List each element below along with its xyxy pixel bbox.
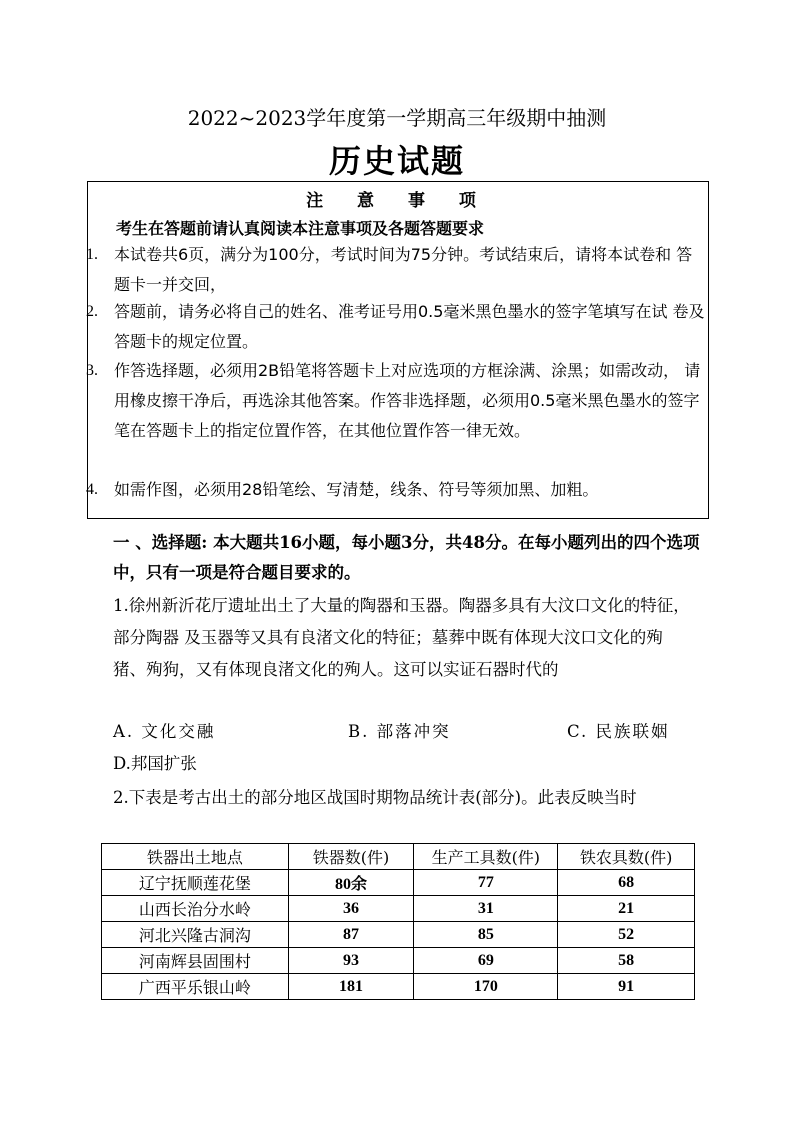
- section-heading: 一 、选择题: 本大题共16小题，每小题3分，共48分。在每小题列出的四个选项中，只有一项是符合题目要求的。: [113, 533, 700, 582]
- table-cell: 87: [288, 922, 414, 948]
- table-cell: 21: [558, 896, 695, 922]
- table-cell: 181: [288, 974, 414, 1000]
- table-header-row: [102, 844, 695, 870]
- notice-heading: 注 意 事 项: [306, 191, 490, 211]
- question-1-option-a: A. 文化交融: [113, 722, 216, 741]
- table-cell: 68: [558, 870, 695, 896]
- notice-item-number: 2.: [86, 303, 98, 320]
- notice-item-number: 4.: [86, 481, 98, 498]
- notice-item-text: 本试卷共6页，满分为100分，考试时间为75分钟。考试结束后，请将本试卷和 答题卡一并交回，: [114, 245, 693, 294]
- table-cell: 80余: [288, 870, 414, 896]
- table-cell: 77: [414, 870, 558, 896]
- table-cell: 91: [558, 974, 695, 1000]
- question-1-option-d: D.邦国扩张: [113, 754, 197, 773]
- notice-item-text: 如需作图，必须用28铅笔绘、写清楚，线条、符号等须加黑、加粗。: [114, 480, 599, 499]
- table-cell: 31: [414, 896, 558, 922]
- exam-title: 历史试题: [328, 142, 465, 180]
- notice-item-text: 作答选择题，必须用2B铅笔将答题卡上对应选项的方框涂满、涂黑；如需改动， 请用橡皮擦干净后，再选涂其他答案。作答非选择题，必须用0.5毫米黑色墨水的签字 笔在答题卡上的指定位置作答，在其他位置作答一律无效。: [114, 361, 701, 440]
- table-row: [102, 922, 695, 948]
- notice-subheading: 考生在答题前请认真阅读本注意事项及各题答题要求: [116, 219, 485, 238]
- table-header-cell: 铁器出土地点: [102, 844, 289, 870]
- table-cell: 69: [414, 948, 558, 974]
- notice-item-4: [88, 475, 708, 505]
- notice-item-number: 1.: [86, 246, 98, 263]
- table-header-cell: 生产工具数(件): [414, 844, 558, 870]
- notice-item-1: [88, 240, 708, 300]
- question-1-option-b: B. 部落冲突: [348, 722, 451, 741]
- table-cell: 85: [414, 922, 558, 948]
- notice-item-text: 答题前，请务必将自己的姓名、准考证号用0.5毫米黑色墨水的签字笔填写在试 卷及答题卡的规定位置。: [114, 302, 705, 351]
- question-1-text: 1.徐州新沂花厅遗址出土了大量的陶器和玉器。陶器多具有大汶口文化的特征，部分陶器 及玉器等又具有良渚文化的特征；墓葬中既有体现大汶口文化的殉猪、殉狗，又有体现良渚文化的殉人。这可以实证石器时代的: [113, 596, 690, 679]
- table-cell-site: 山西长治分水岭: [102, 896, 289, 922]
- table-cell: 170: [414, 974, 558, 1000]
- table-row: [102, 870, 695, 896]
- table-cell: 93: [288, 948, 414, 974]
- question-2-text: 2.下表是考古出土的部分地区战国时期物品统计表(部分)。此表反映当时: [113, 788, 637, 807]
- notice-box: [87, 181, 709, 519]
- table-cell: 58: [558, 948, 695, 974]
- notice-item-2: [88, 297, 708, 357]
- table-cell: 36: [288, 896, 414, 922]
- table-row: [102, 896, 695, 922]
- table-cell-site: 河北兴隆古洞沟: [102, 922, 289, 948]
- notice-item-number: 3.: [86, 362, 98, 379]
- table-cell-site: 河南辉县固围村: [102, 948, 289, 974]
- question-1-option-c: C. 民族联姻: [567, 722, 670, 741]
- table-cell-site: 广西平乐银山岭: [102, 974, 289, 1000]
- notice-item-3: [88, 356, 708, 476]
- table-header-cell: 铁器数(件): [288, 844, 414, 870]
- table-header-cell: 铁农具数(件): [558, 844, 695, 870]
- exam-subtitle: 2022~2023学年度第一学期高三年级期中抽测: [187, 106, 607, 130]
- table-row: [102, 974, 695, 1000]
- table-cell-site: 辽宁抚顺莲花堡: [102, 870, 289, 896]
- table-row: [102, 948, 695, 974]
- table-cell: 52: [558, 922, 695, 948]
- iron-artifacts-table: [101, 843, 695, 1000]
